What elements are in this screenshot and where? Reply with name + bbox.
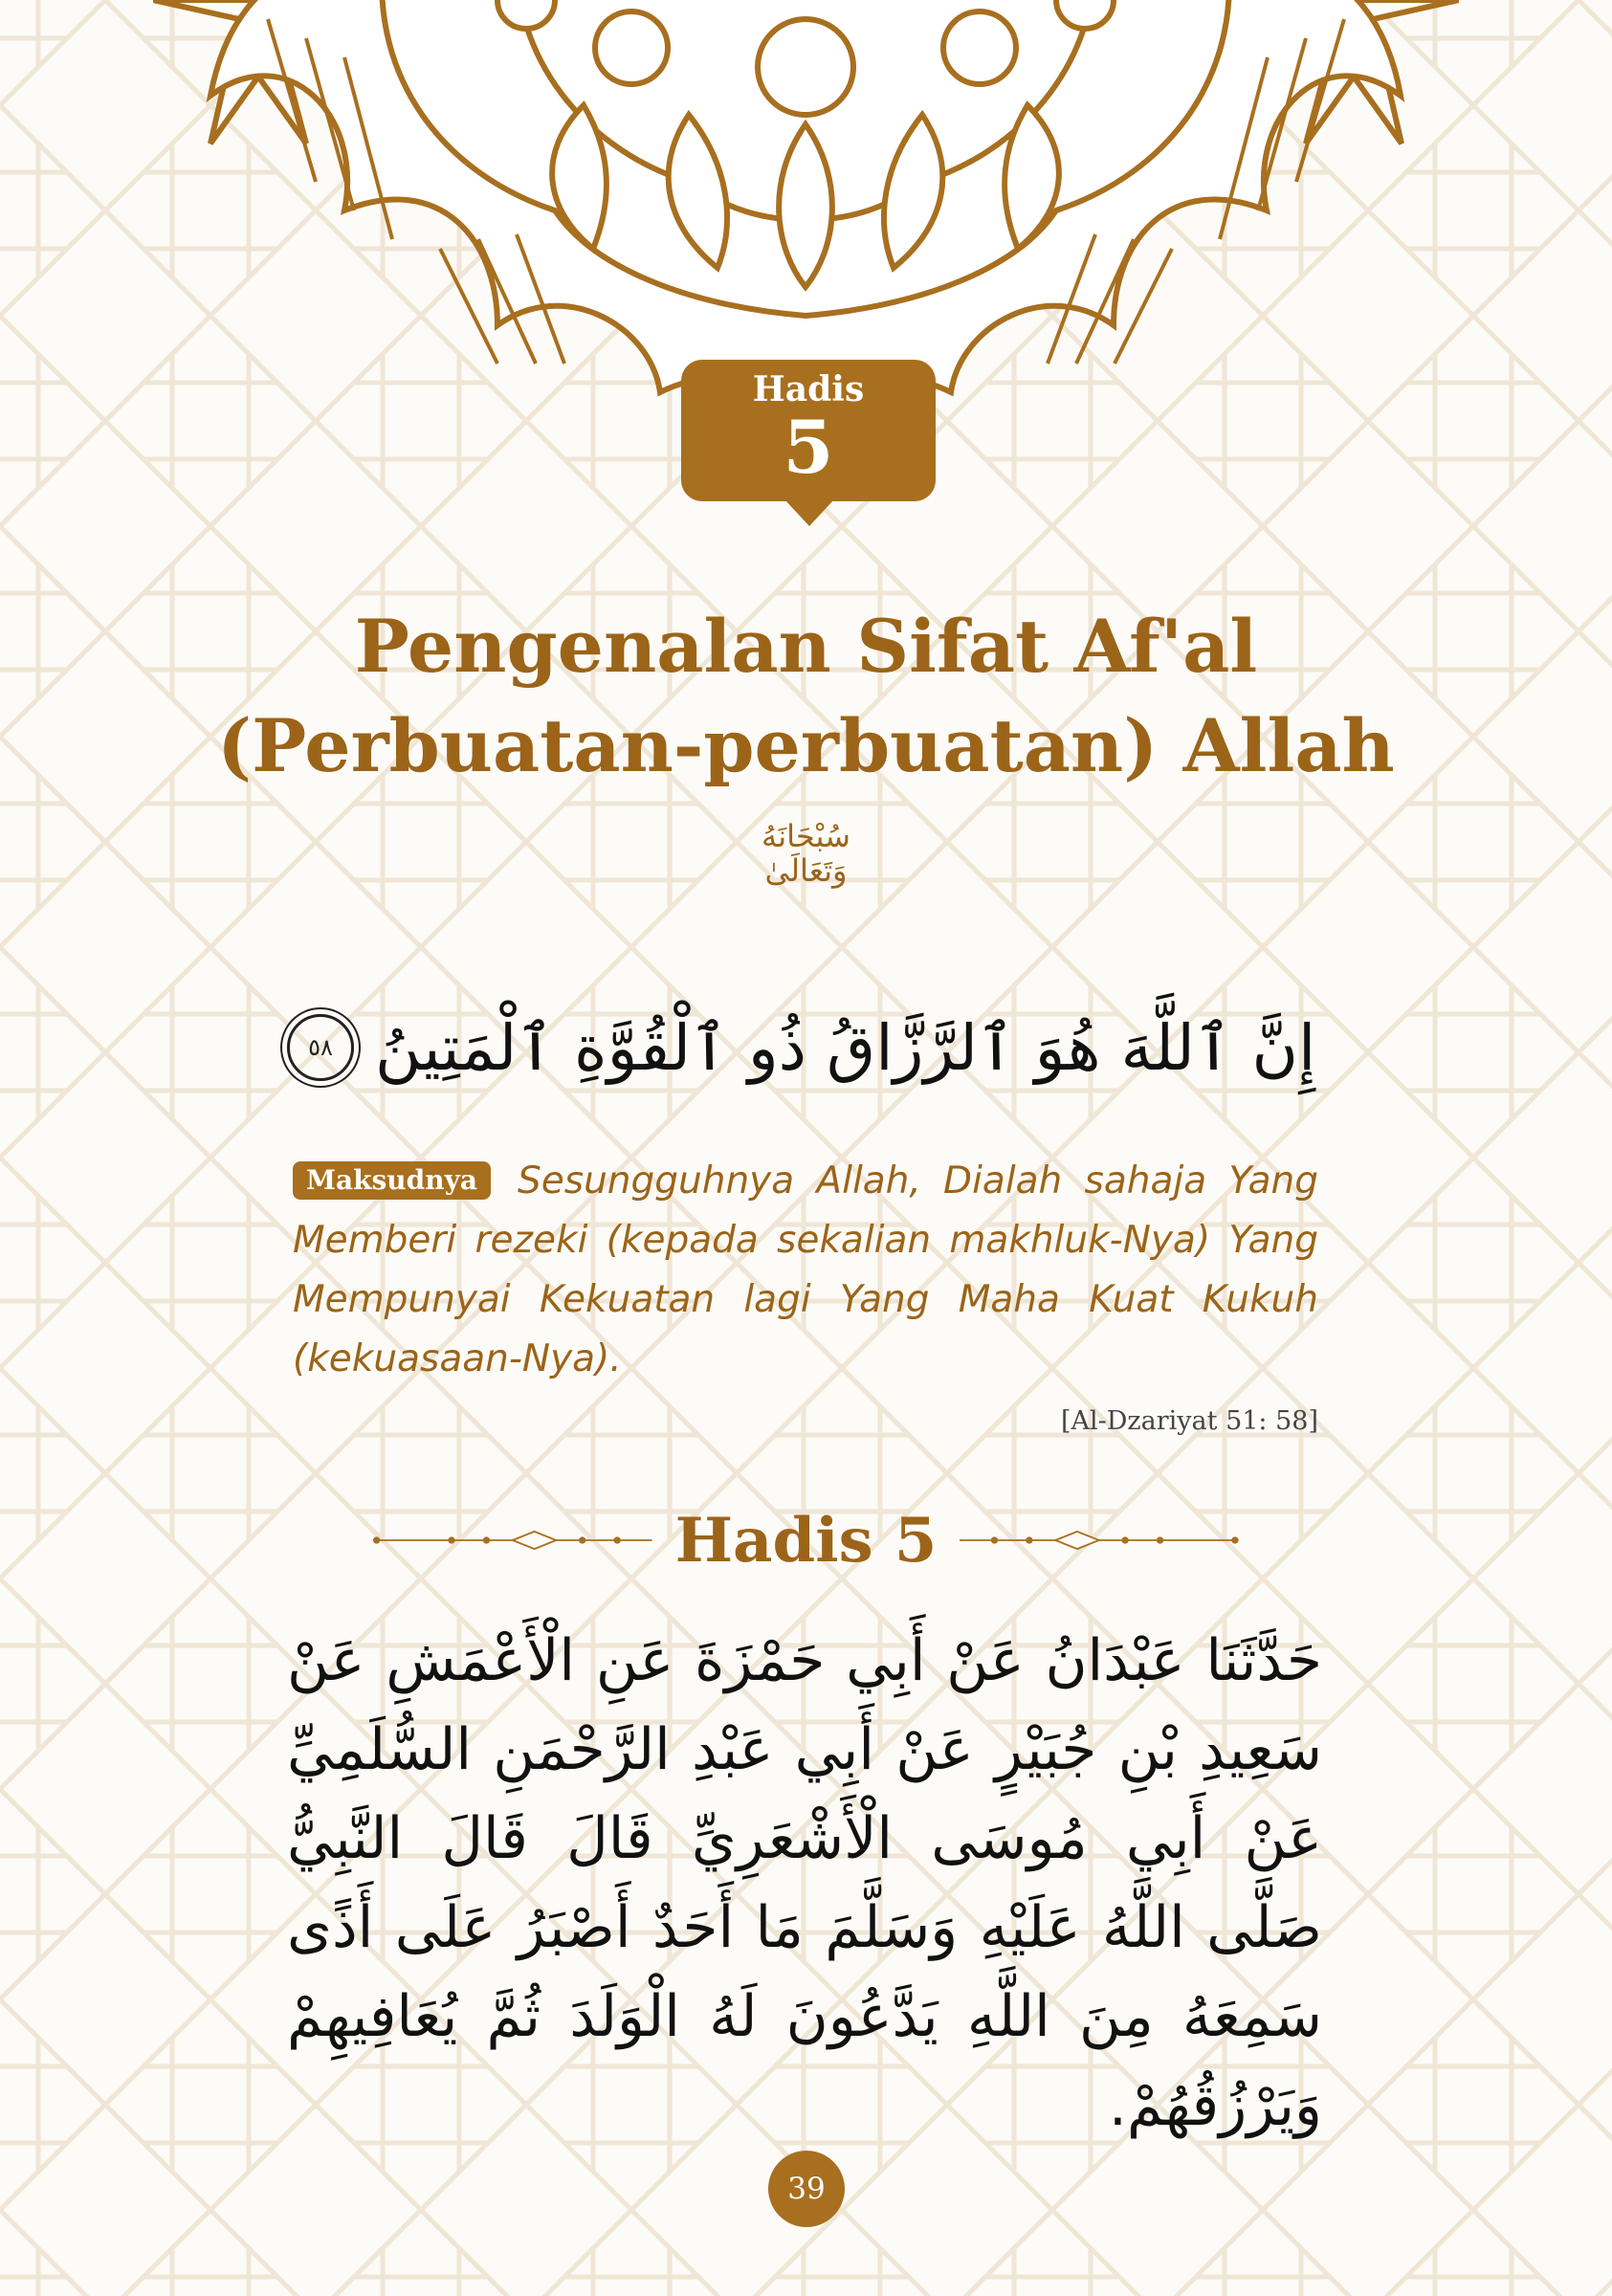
badge-number: 5 bbox=[783, 405, 834, 490]
translation-label: Maksudnya bbox=[293, 1161, 491, 1200]
hadith-arabic-text: حَدَّثَنَا عَبْدَانُ عَنْ أَبِي حَمْزَةَ عَنِ الْأَعْمَشِ عَنْ سَعِيدِ بْنِ جُبَيْرٍ عَنْ أَبِي عَبْدِ الرَّحْمَنِ السُّلَمِيِّ عَنْ أَبِي مُوسَى الْأَشْعَرِيِّ قَالَ قَالَ النَّبِيُّ صَلَّى اللَّهُ عَلَيْهِ وَسَلَّمَ مَا أَحَدٌ أَصْبَرُ عَلَى أَذًى سَمِعَهُ مِنَ اللَّهِ يَدَّعُونَ لَهُ الْوَلَدَ ثُمَّ يُعَافِيهِمْ وَيَرْزُقُهُمْ. bbox=[287, 1627, 1322, 2139]
quran-verse bbox=[287, 995, 1320, 1100]
section-heading bbox=[373, 1492, 1239, 1588]
page-title bbox=[134, 597, 1478, 796]
page-number: 39 bbox=[768, 2151, 845, 2227]
verse-number-marker: ٥٨ bbox=[287, 1014, 354, 1081]
verse-translation bbox=[293, 1152, 1318, 1389]
translation-text: Sesungguhnya Allah, Dialah sahaja Yang Memberi rezeki (kepada sekalian makhluk-Nya) Yang Mempunyai Kekuatan lagi Yang Maha Kuat Kukuh (kekuasaan-Nya). bbox=[293, 1159, 1318, 1380]
verse-arabic-text: إِنَّ ٱللَّهَ هُوَ ٱلرَّزَّاقُ ذُو ٱلْقُوَّةِ ٱلْمَتِينُ bbox=[375, 1010, 1316, 1085]
honorific-calligraphy: سُبْحَانَهُ وَتَعَالَىٰ bbox=[762, 818, 850, 889]
title-line-2: (Perbuatan-perbuatan) Allah bbox=[217, 703, 1395, 788]
hadith-badge bbox=[681, 360, 936, 501]
verse-reference: [Al-Dzariyat 51: 58] bbox=[1060, 1406, 1318, 1436]
section-title: Hadis 5 bbox=[674, 1504, 938, 1577]
left-ornament-icon bbox=[373, 1526, 652, 1555]
badge-label: Hadis bbox=[752, 369, 865, 409]
title-line-1: Pengenalan Sifat Af'al bbox=[354, 604, 1258, 689]
right-ornament-icon bbox=[960, 1526, 1239, 1555]
